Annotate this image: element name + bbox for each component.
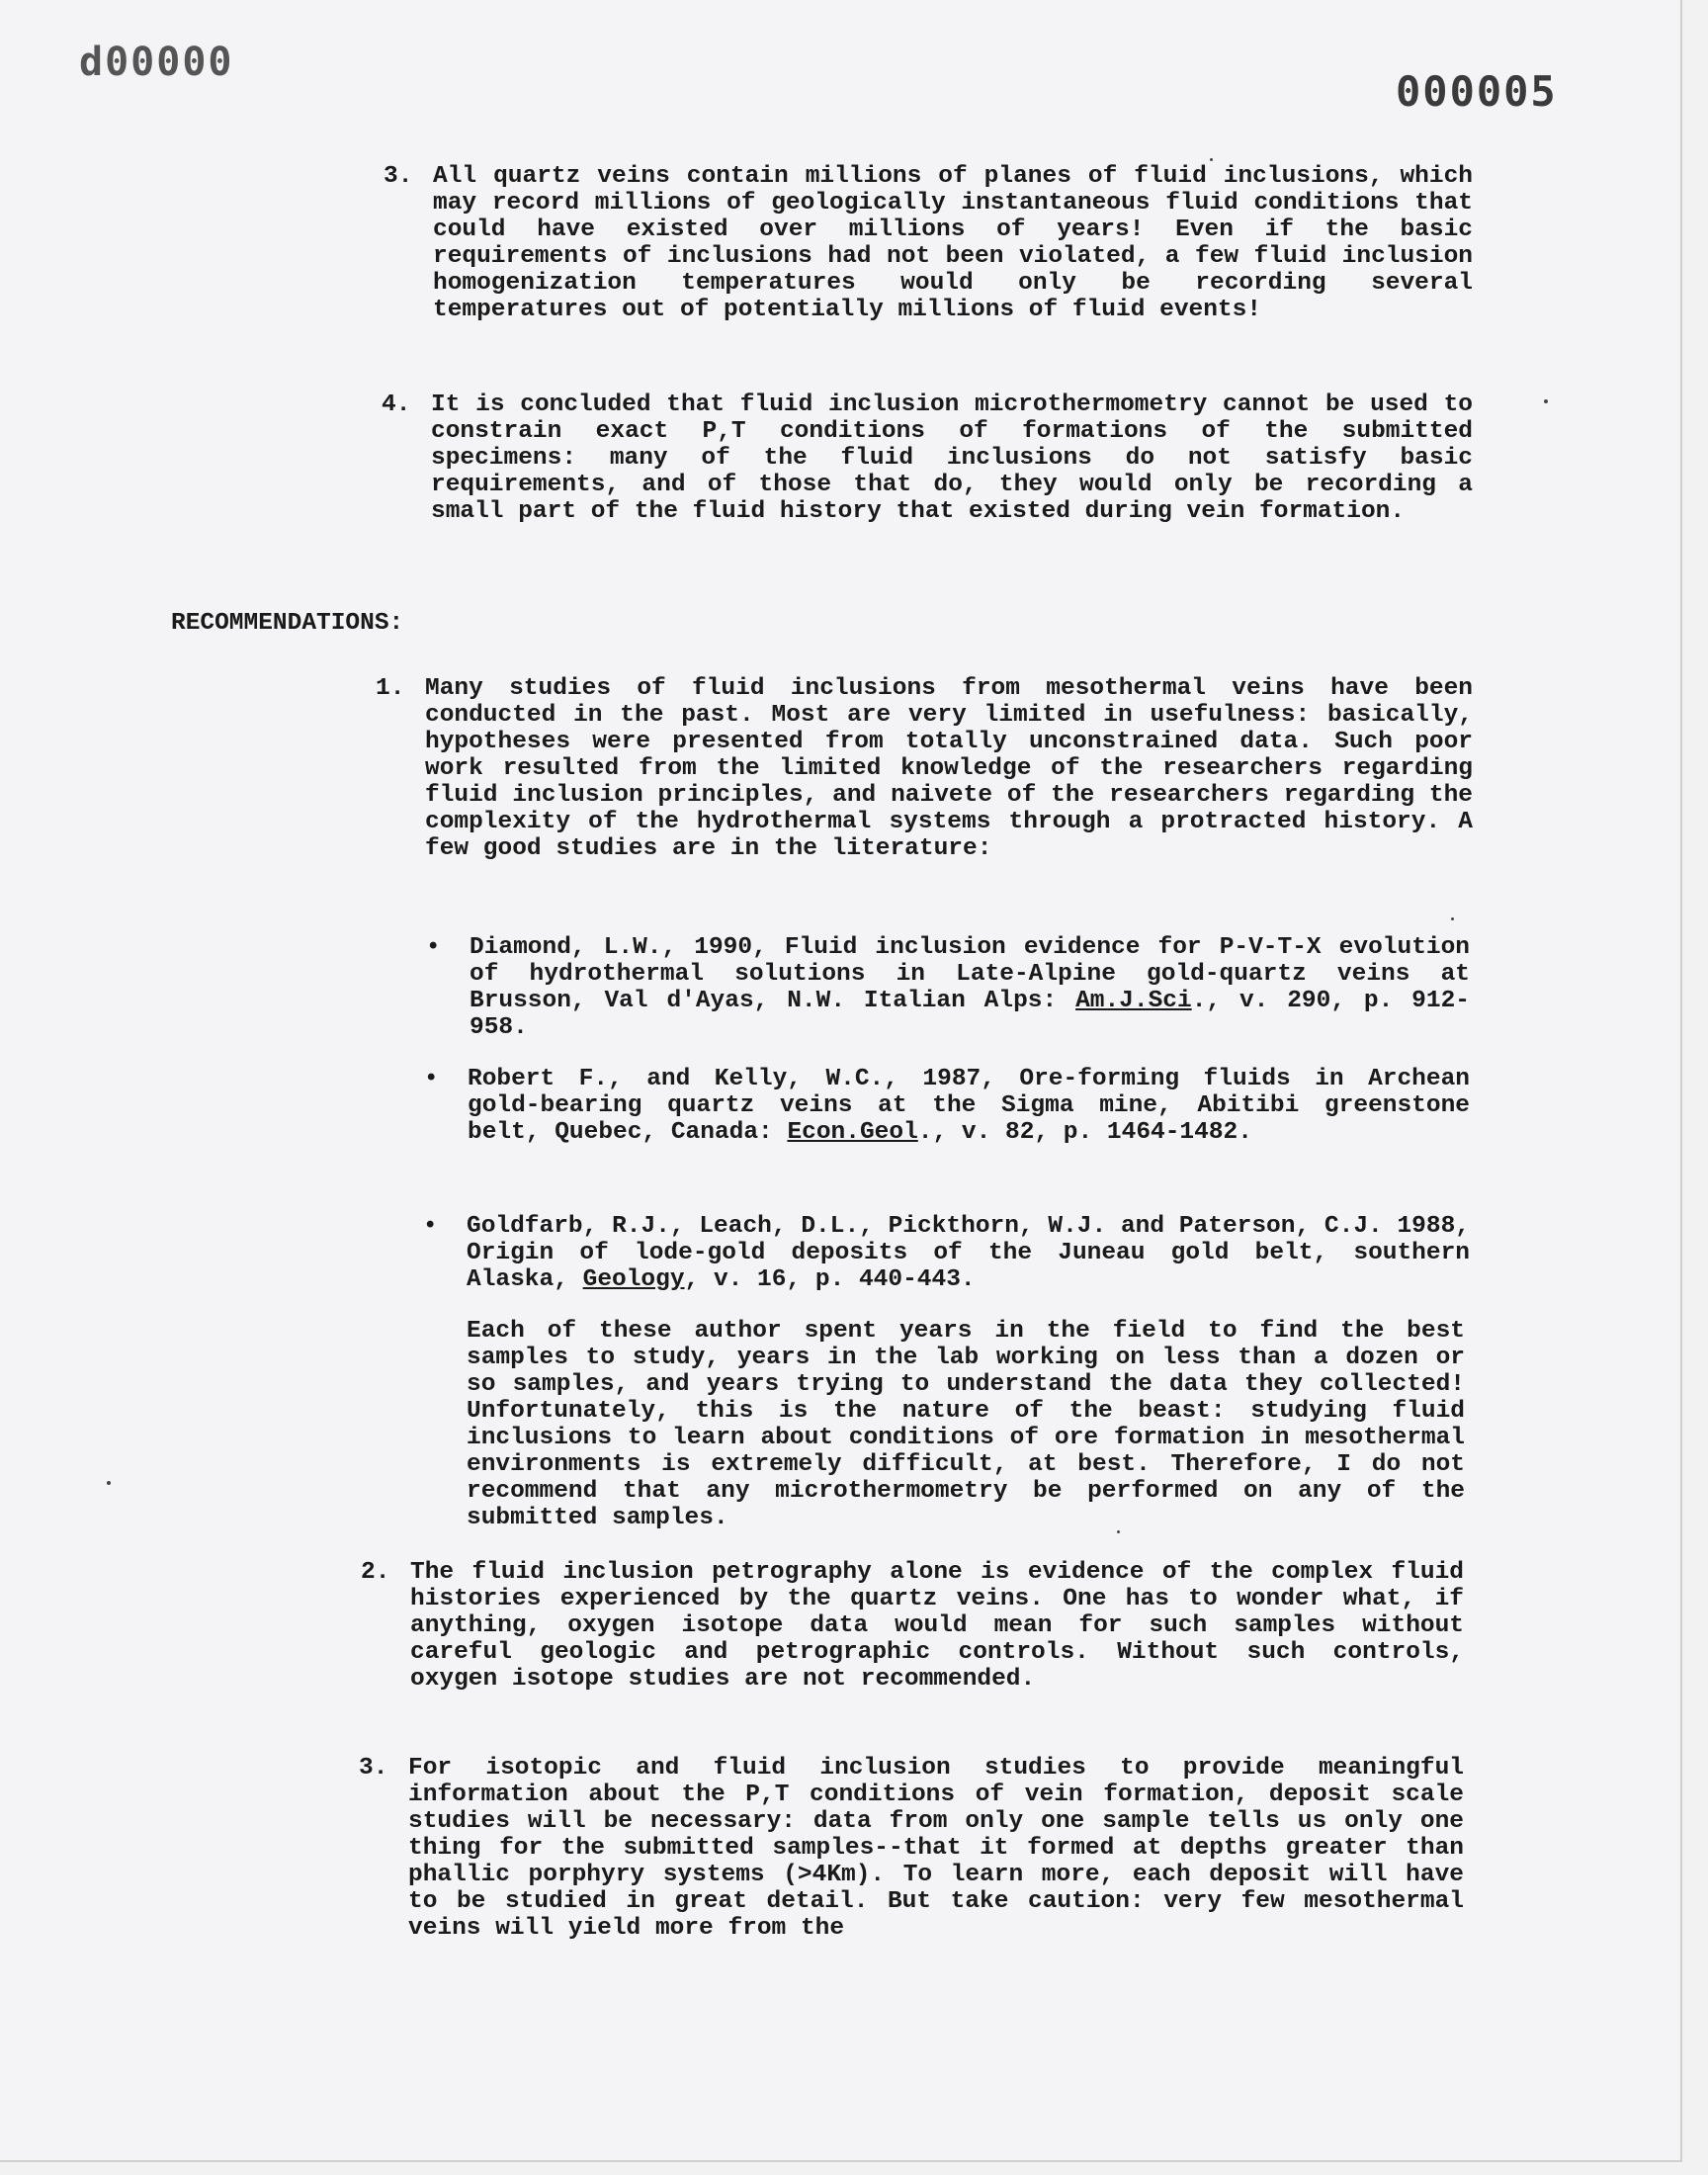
item-number: 3.	[359, 1755, 388, 1782]
journal-title: Econ.Geol	[787, 1119, 918, 1146]
bates-stamp-left: d00000	[79, 40, 234, 85]
item-text: All quartz veins contain millions of planes of fluid inclusions, which may record millions of geologically instantaneous fluid conditions that could have existed over millions of years! Even if the basic requirements of inclusions had not been violated, a few fluid inclusion homogenization temperatures would only be recording several temperatures out of potentially millions of fluid events!	[433, 163, 1473, 323]
list-item	[384, 163, 1473, 323]
journal-title: Am.J.Sci	[1075, 988, 1192, 1014]
item-number: 3.	[384, 163, 413, 190]
scan-speck	[107, 1481, 111, 1485]
bullet-icon: •	[426, 934, 441, 961]
list-item	[382, 392, 1473, 525]
reference-item	[423, 1213, 1470, 1293]
reference-item	[424, 1066, 1470, 1146]
item-number: 2.	[361, 1559, 390, 1586]
reference-text: Goldfarb, R.J., Leach, D.L., Pickthorn, W.J. and Paterson, C.J. 1988, Origin of lode-gold deposits of the Juneau gold belt, southern Alaska,	[467, 1213, 1470, 1293]
bullet-icon: •	[424, 1066, 439, 1092]
list-item	[376, 675, 1473, 862]
item-number: 4.	[382, 392, 411, 418]
reference-citation: ., v. 82, p. 1464-1482.	[917, 1119, 1252, 1146]
item-text: It is concluded that fluid inclusion microthermometry cannot be used to constrain exact P,T conditions of formations of the submitted specimens: many of the fluid inclusions do not satisfy basic requirements, and of those that do, they would only be recording a small part of the fluid history that existed during vein formation.	[431, 392, 1473, 525]
reference-text: Robert F., and Kelly, W.C., 1987, Ore-forming fluids in Archean gold-bearing quartz veins at the Sigma mine, Abitibi greenstone belt, Quebec, Canada:	[468, 1066, 1470, 1146]
closing-paragraph: Each of these author spent years in the field to find the best samples to study, years in the lab working on less than a dozen or so samples, and years trying to understand the data they collected! Unfortunately, this is the nature of the beast: studying fluid inclusions to learn about conditions of ore formation in mesothermal environments is extremely difficult, at best. Therefore, I do not recommend that any microthermometry be performed on any of the submitted samples.	[467, 1318, 1465, 1531]
item-number: 1.	[376, 675, 405, 702]
item-text: Many studies of fluid inclusions from mesothermal veins have been conducted in the past. Most are very limited in usefulness: basically, hypotheses were presented from totally unconstrained data. Such poor work resulted from the limited knowledge of the researchers regarding fluid inclusion principles, and naivete of the researchers regarding the complexity of the hydrothermal systems through a protracted history. A few good studies are in the literature:	[425, 675, 1473, 862]
list-item	[361, 1559, 1464, 1693]
list-item	[359, 1755, 1464, 1942]
journal-title: Geology	[582, 1266, 685, 1293]
reference-item	[426, 934, 1470, 1041]
section-heading: RECOMMENDATIONS:	[171, 610, 404, 637]
scan-speck	[1210, 158, 1213, 161]
scan-speck	[1544, 399, 1548, 403]
reference-citation: , v. 16, p. 440-443.	[684, 1266, 976, 1293]
scan-speck	[1451, 917, 1454, 920]
item-text: The fluid inclusion petrography alone is evidence of the complex fluid histories experienced by the quartz veins. One has to wonder what, if anything, oxygen isotope data would mean for such samples without careful geologic and petrographic controls. Without such controls, oxygen isotope studies are not recommended.	[410, 1559, 1464, 1693]
bates-stamp-right: 000005	[1396, 67, 1558, 116]
item-text: For isotopic and fluid inclusion studies to provide meaningful information about the P,T conditions of vein formation, deposit scale studies will be necessary: data from only one sample tells us only one thing for the submitted samples--that it formed at depths greater than phallic porphyry systems (>4Km). To learn more, each deposit will have to be studied in great detail. But take caution: very few mesothermal veins will yield more from the	[408, 1755, 1464, 1942]
bullet-icon: •	[423, 1213, 438, 1240]
reference-text: Diamond, L.W., 1990, Fluid inclusion evidence for P-V-T-X evolution of hydrothermal solutions in Late-Alpine gold-quartz veins at Brusson, Val d'Ayas, N.W. Italian Alps:	[470, 934, 1470, 1014]
scan-speck	[1117, 1530, 1120, 1533]
reference-citation: ., v. 290, p. 912-958.	[470, 988, 1470, 1041]
